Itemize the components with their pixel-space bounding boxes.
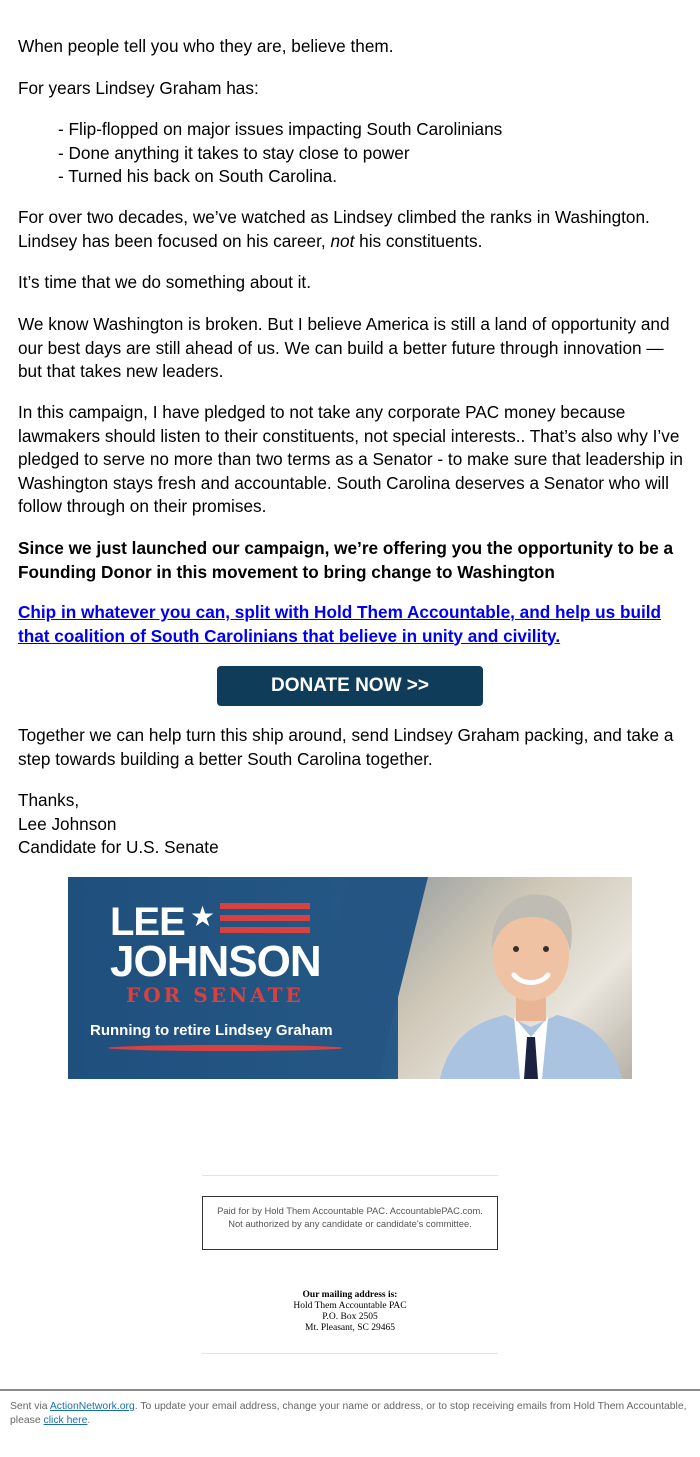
chip-in-paragraph (18, 601, 688, 648)
disclaimer-text: Paid for by Hold Them Accountable PAC. AccountablePAC.com. Not authorized by any candidate or candidate's committee. (217, 1205, 483, 1229)
list-item: - Turned his back on South Carolina. (58, 166, 337, 186)
mailing-line: P.O. Box 2505 (322, 1312, 378, 1322)
decades-text-end: his constituents. (354, 230, 483, 251)
washington-paragraph: We know Washington is broken. But I believe America is still a land of opportunity and our best days are still ahead of us. We can build a better future through innovation — but that takes new leaders. (18, 314, 670, 381)
banner-tagline: Running to retire Lindsey Graham (90, 1022, 333, 1039)
graham-list (58, 118, 502, 189)
time-paragraph: It’s time that we do something about it. (18, 272, 311, 292)
candidate-portrait-icon (430, 877, 632, 1079)
founding-donor-paragraph: Since we just launched our campaign, we’re offering you the opportunity to be a Founding Donor in this movement to bring change to Washington (18, 538, 674, 582)
banner-lee: LEE (110, 900, 185, 944)
emphasis-not: not (330, 230, 355, 251)
footer-divider-top (202, 1175, 498, 1176)
signoff-thanks: Thanks, (18, 790, 80, 810)
click-here-link[interactable]: click here (43, 1415, 88, 1426)
star-icon: ★ (190, 901, 216, 932)
footer-end: . (87, 1415, 91, 1426)
footer-divider-bottom (202, 1353, 498, 1354)
mailing-address (0, 1290, 700, 1334)
banner-for-senate: FOR SENATE (126, 983, 304, 1007)
banner-swoosh (108, 1045, 343, 1051)
campaign-banner-image (68, 877, 632, 1079)
footer-sent-via: Sent via (10, 1401, 50, 1412)
signoff (18, 789, 688, 860)
campaign-paragraph: In this campaign, I have pledged to not take any corporate PAC money because lawmakers should listen to their constituents, not special interests.. That’s also why I’ve pledged to serve no more than two terms as a Senator - to make sure that leadership in Washington stays fresh and accountable. South Carolina deserves a Senator who will follow through on their promises. (18, 402, 683, 516)
banner-stripes (220, 903, 310, 939)
decades-paragraph (18, 206, 688, 253)
mailing-line: Hold Them Accountable PAC (293, 1301, 407, 1311)
actionnetwork-link[interactable]: ActionNetwork.org (49, 1401, 135, 1412)
paid-for-disclaimer (202, 1196, 498, 1250)
chip-in-link[interactable]: Chip in whatever you can, split with Hold Them Accountable, and help us build that coalition of South Carolinians that believe in unity and civility. (18, 602, 661, 646)
footer-separator (0, 1389, 700, 1391)
donate-wrapper (217, 666, 483, 706)
list-item: - Done anything it takes to stay close to power (58, 142, 410, 163)
signoff-title: Candidate for U.S. Senate (18, 837, 219, 857)
banner-johnson: JOHNSON (110, 937, 321, 986)
intro-paragraph: When people tell you who they are, believe them. (18, 36, 394, 56)
footer-text: . To update your email address, change your name or address, or to stop receiving emails from Hold Them Accountable, please (10, 1401, 687, 1426)
mailing-heading: Our mailing address is: (302, 1290, 398, 1300)
mailing-line: Mt. Pleasant, SC 29465 (305, 1323, 395, 1333)
list-item: - Flip-flopped on major issues impacting South Carolinians (58, 119, 503, 139)
together-paragraph: Together we can help turn this ship around, send Lindsey Graham packing, and take a step towards building a better South Carolina together. (18, 725, 674, 769)
email-footer (10, 1400, 690, 1428)
donate-now-button[interactable]: DONATE NOW >> (217, 666, 483, 706)
decades-text: For over two decades, we’ve watched as Lindsey climbed the ranks in Washington. Lindsey has been focused on his career, (18, 207, 650, 251)
signoff-name: Lee Johnson (18, 813, 117, 834)
years-paragraph: For years Lindsey Graham has: (18, 78, 259, 98)
